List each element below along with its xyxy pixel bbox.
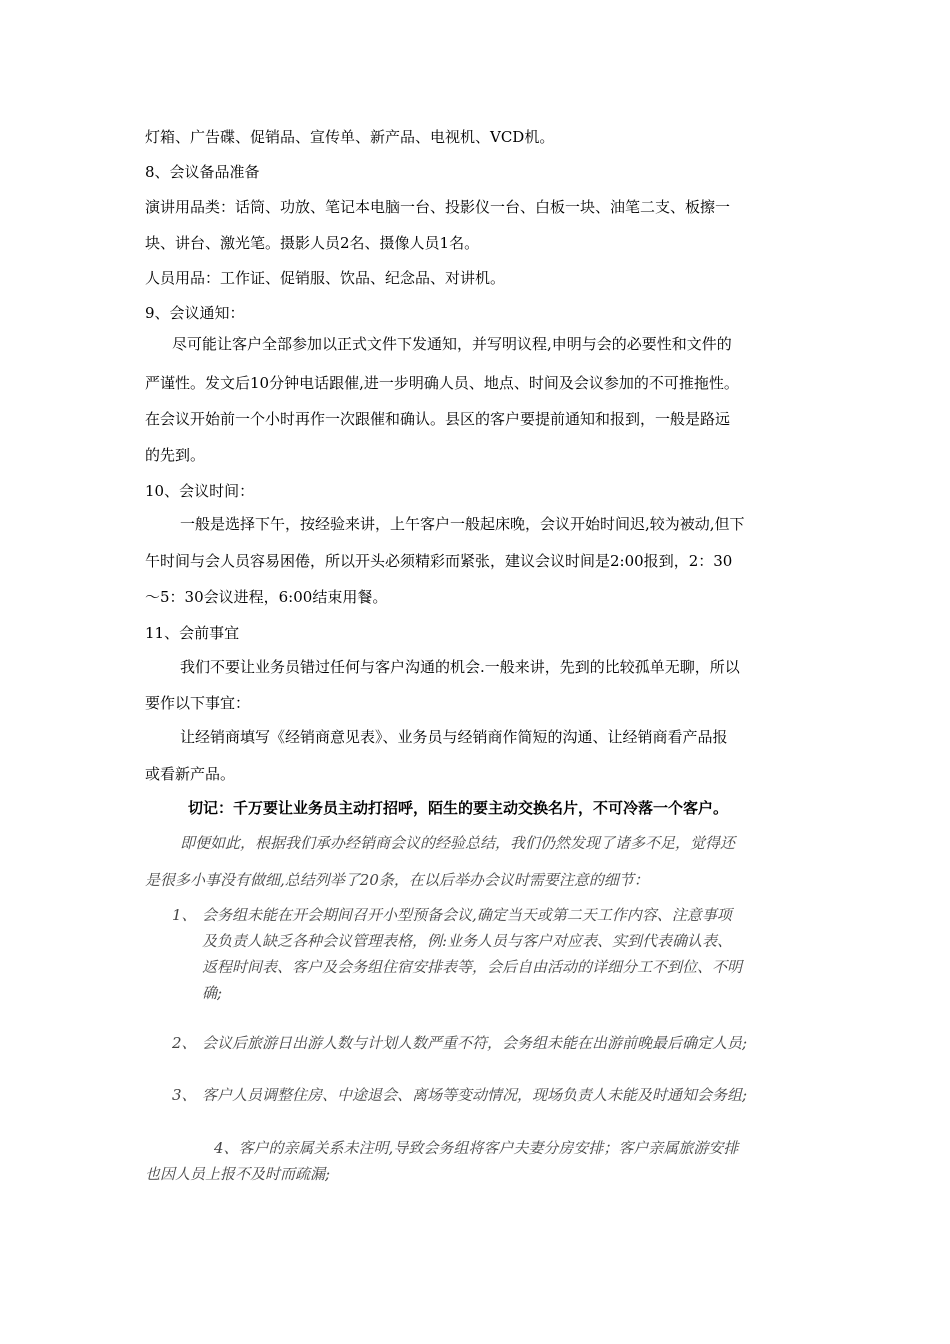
- list-item-1-cont: 确;: [202, 984, 223, 1002]
- paragraph-line: 一般是选择下午，按经验来讲，上午客户一般起床晚，会议开始时间迟,较为被动,但下: [180, 515, 745, 533]
- list-number: 2、: [172, 1034, 197, 1052]
- summary-line: 即便如此，根据我们承办经销商会议的经验总结，我们仍然发现了诸多不足，觉得还: [180, 834, 736, 852]
- section-heading-11: 11、会前事宜: [145, 624, 240, 642]
- list-item-4: 4、客户的亲属关系未注明,导致会务组将客户夫妻分房安排；客户亲属旅游安排: [214, 1139, 739, 1157]
- section-heading-9: 9、会议通知：: [145, 304, 245, 322]
- paragraph-line: 午时间与会人员容易困倦，所以开头必须精彩而紧张，建议会议时间是2:00报到，2：30: [145, 552, 733, 570]
- list-item-2: 2、 会议后旅游日出游人数与计划人数严重不符，会务组未能在出游前晚最后确定人员;: [172, 1034, 748, 1052]
- paragraph-line: 我们不要让业务员错过任何与客户沟通的机会.一般来讲，先到的比较孤单无聊，所以: [180, 658, 740, 676]
- summary-line: 是很多小事没有做细,总结列举了20条，在以后举办会议时需要注意的细节：: [145, 871, 649, 889]
- paragraph-line: 让经销商填写《经销商意见表》、业务员与经销商作简短的沟通、让经销商看产品报: [180, 728, 728, 746]
- paragraph-line: 的先到。: [145, 446, 206, 464]
- list-item-4-cont: 也因人员上报不及时而疏漏;: [145, 1165, 331, 1183]
- paragraph-line: 严谨性。发文后10分钟电话跟催,进一步明确人员、地点、时间及会议参加的不可推拖性。: [145, 374, 739, 392]
- paragraph-line: 要作以下事宜：: [145, 694, 251, 712]
- important-note: 切记：千万要让业务员主动打招呼，陌生的要主动交换名片，不可冷落一个客户。: [188, 799, 729, 817]
- paragraph-line: ～5：30会议进程，6:00结束用餐。: [145, 588, 388, 606]
- paragraph-line: 人员用品：工作证、促销服、饮品、纪念品、对讲机。: [145, 269, 506, 287]
- paragraph-line: 块、讲台、激光笔。摄影人员2名、摄像人员1名。: [145, 234, 480, 252]
- paragraph-line: 或看新产品。: [145, 765, 236, 783]
- paragraph-line: 尽可能让客户全部参加以正式文件下发通知，并写明议程,申明与会的必要性和文件的: [172, 335, 732, 353]
- section-heading-8: 8、会议备品准备: [145, 163, 260, 181]
- section-heading-10: 10、会议时间：: [145, 482, 255, 500]
- list-item-3: 3、 客户人员调整住房、中途退会、离场等变动情况，现场负责人未能及时通知会务组;: [172, 1086, 748, 1104]
- list-number: 1、: [172, 906, 197, 924]
- list-number: 3、: [172, 1086, 197, 1104]
- paragraph-line: 灯箱、广告碟、促销品、宣传单、新产品、电视机、VCD机。: [145, 128, 555, 146]
- list-item-1-cont: 及负责人缺乏各种会议管理表格，例:业务人员与客户对应表、实到代表确认表、: [202, 932, 733, 950]
- list-item-1: 1、 会务组未能在开会期间召开小型预备会议,确定当天或第二天工作内容、注意事项: [172, 906, 732, 924]
- paragraph-line: 演讲用品类：话筒、功放、笔记本电脑一台、投影仪一台、白板一块、油笔二支、板擦一: [145, 198, 731, 216]
- paragraph-line: 在会议开始前一个小时再作一次跟催和确认。县区的客户要提前通知和报到，一般是路远: [145, 410, 731, 428]
- list-item-1-cont: 返程时间表、客户及会务组住宿安排表等，会后自由活动的详细分工不到位、不明: [202, 958, 743, 976]
